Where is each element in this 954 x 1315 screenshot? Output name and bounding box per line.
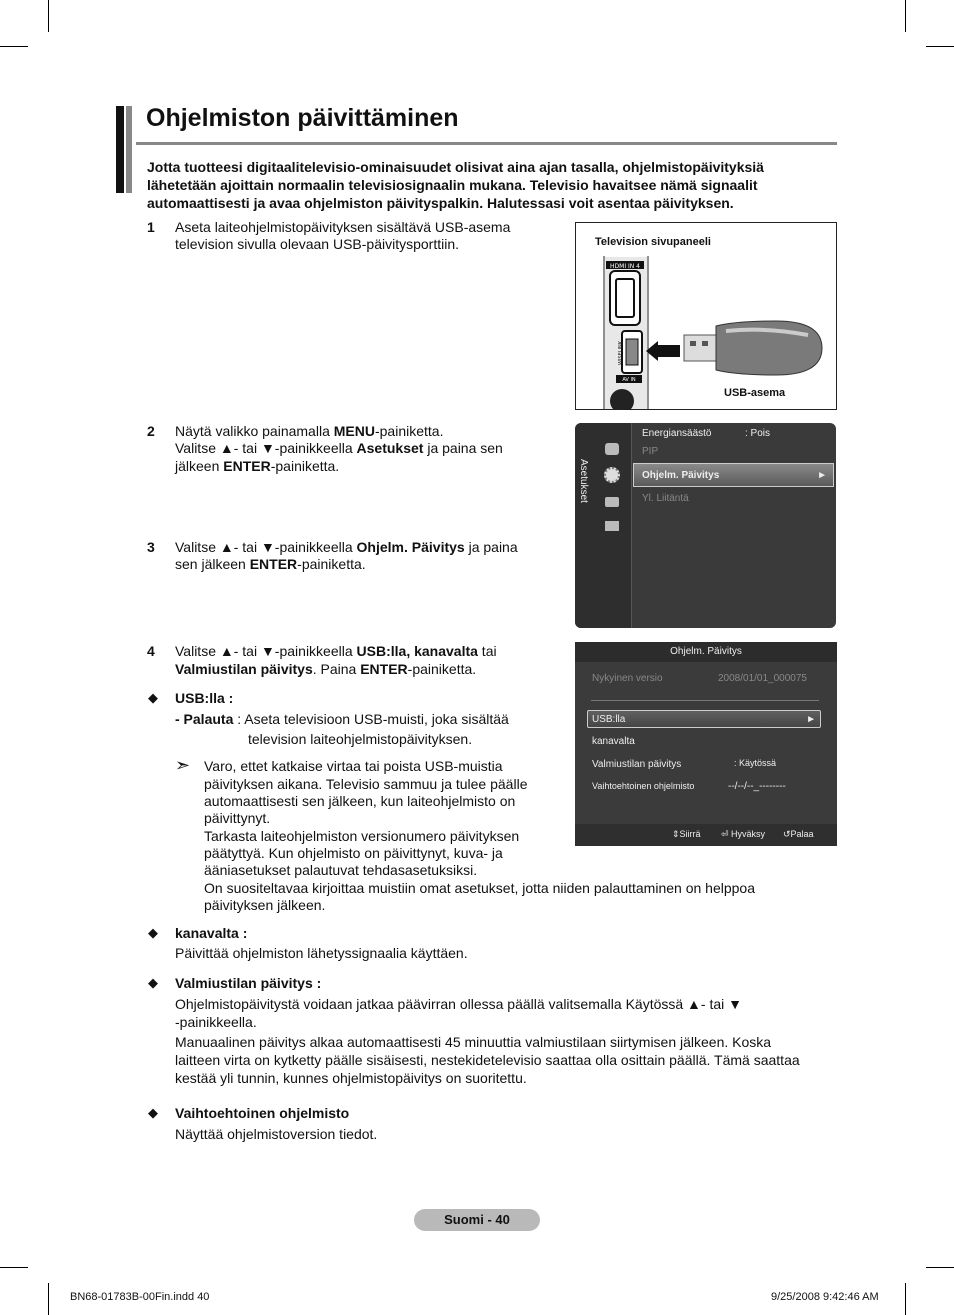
input-icon xyxy=(605,521,619,531)
menu-item-label[interactable]: Valmiustilan päivitys xyxy=(592,759,682,770)
menu-sidebar xyxy=(575,423,631,628)
step-text: Näytä valikko painamalla MENU-painiketta. xyxy=(175,423,444,439)
note-line: On suositeltavaa kirjoittaa muistiin omat asetukset, jotta niiden palauttaminen on helppoa xyxy=(204,880,755,896)
crop-mark xyxy=(926,1267,954,1268)
crop-mark xyxy=(905,1283,906,1315)
bullet-title: Vaihtoehtoinen ohjelmisto xyxy=(175,1105,350,1121)
bullet-text: Manuaalinen päivitys alkaa automaattisesti 45 minuuttia valmiustilaan siirtymisen jälkeen. Koska xyxy=(175,1034,772,1050)
nav-back-hint: ↺Palaa xyxy=(783,829,814,839)
note-arrow-icon: ➣ xyxy=(175,755,191,776)
crop-mark xyxy=(905,0,906,32)
menu-item-selected[interactable] xyxy=(633,463,834,487)
bullet-diamond-icon: ◆ xyxy=(148,1105,158,1120)
bullet-text: television laiteohjelmistopäivityksen. xyxy=(248,731,473,747)
menu-item-label[interactable]: PIP xyxy=(642,446,659,457)
note-line: Tarkasta laiteohjelmiston versionumero päivityksen xyxy=(204,828,520,844)
bullet-diamond-icon: ◆ xyxy=(148,925,158,940)
version-label: Nykyinen versio xyxy=(592,673,663,684)
menu-item-selected[interactable] xyxy=(587,710,821,728)
side-panel-illustration xyxy=(576,223,836,409)
bullet-text: - Palauta : Aseta televisioon USB-muisti, joka sisältää xyxy=(175,711,509,727)
bullet-text: Ohjelmistopäivitystä voidaan jatkaa päävirran ollessa päällä valitsemalla Käytössä ▲- tai ▼ xyxy=(175,996,742,1012)
arrow-right-icon: ► xyxy=(806,714,816,725)
bullet-text: -painikkeella. xyxy=(175,1014,257,1030)
software-update-screen xyxy=(575,642,837,846)
antenna-icon xyxy=(605,497,619,507)
note-line: Varo, ettet katkaise virtaa tai poista USB-muistia xyxy=(204,758,503,774)
crop-mark xyxy=(0,46,28,47)
title-rule xyxy=(136,142,837,145)
note-line: automaattisesti sen jälkeen, kun laiteohjelmisto on xyxy=(204,793,516,809)
step-text: Valitse ▲- tai ▼-painikkeella USB:lla, kanavalta tai xyxy=(175,643,497,659)
step-text: Aseta laiteohjelmistopäivityksen sisältävä USB-asema xyxy=(175,219,511,235)
step-text: jälkeen ENTER-painiketta. xyxy=(175,458,340,474)
title-accent-bar xyxy=(116,106,124,193)
step-number: 1 xyxy=(147,219,155,235)
gear-icon xyxy=(604,467,620,483)
menu-item-label[interactable]: Energiansäästö xyxy=(642,428,712,439)
note-line: päivityksen jälkeen. xyxy=(204,897,326,913)
return-icon: ↺ xyxy=(783,829,791,839)
nav-move-hint: ⇕Siirrä xyxy=(672,829,701,839)
step-text: Valmiustilan päivitys. Paina ENTER-painiketta. xyxy=(175,661,477,677)
updown-icon: ⇕ xyxy=(672,829,680,839)
bullet-text: Näyttää ohjelmistoversion tiedot. xyxy=(175,1126,378,1142)
step-text: Valitse ▲- tai ▼-painikkeella Ohjelm. Päivitys ja paina xyxy=(175,539,518,555)
menu-item-value: --/--/--_-------- xyxy=(728,781,786,792)
note-line: ääniasetukset palautuvat tehdasasetuksiksi. xyxy=(204,862,478,878)
page-title: Ohjelmiston päivittäminen xyxy=(146,104,459,132)
bullet-text: laitteen virta on kytketty päälle sisäisesti, nestekidetelevisio saattaa olla osittain päällä. Tämä saattaa xyxy=(175,1052,800,1068)
nav-ok-hint: ⏎ Hyväksy xyxy=(721,829,766,839)
crop-mark xyxy=(0,1267,28,1268)
bullet-title: USB:lla : xyxy=(175,690,234,706)
bullet-text: Päivittää ohjelmiston lähetyssignaalia käyttäen. xyxy=(175,945,468,961)
page-number-badge: Suomi - 40 xyxy=(414,1209,540,1231)
note-line: päivityksen aikana. Televisio sammuu ja tulee päälle xyxy=(204,776,528,792)
menu-side-label: Asetukset xyxy=(578,459,589,503)
menu-item-label[interactable]: Yl. Liitäntä xyxy=(642,493,689,504)
bullet-diamond-icon: ◆ xyxy=(148,690,158,705)
bullet-diamond-icon: ◆ xyxy=(148,975,158,990)
settings-menu-screen xyxy=(575,423,836,628)
step-number: 4 xyxy=(147,643,155,659)
note-line: päätyttyä. Kun ohjelmisto on päivittynyt, kuva- ja xyxy=(204,845,503,861)
menu-item-label: Ohjelm. Päivitys xyxy=(642,470,720,481)
note-line: päivittynyt. xyxy=(204,810,271,826)
usb-drive-label: USB-asema xyxy=(724,387,786,399)
crop-mark xyxy=(926,46,954,47)
intro-paragraph: Jotta tuotteesi digitaalitelevisio-ominaisuudet olisivat aina ajan tasalla, ohjelmistopäivityksiä lähetetään ajoittain normaalin televisiosignaalin mukana. Televisio havaitsee nämä signaalit automaattisesti ja avaa ohjelmiston päivityspalkin. Halutessasi voit asentaa päivityksen. xyxy=(147,159,764,211)
step-text: Valitse ▲- tai ▼-painikkeella Asetukset ja paina sen xyxy=(175,440,503,456)
menu-item-value: : Käytössä xyxy=(734,758,777,768)
hdmi-label: HDMI IN 4 xyxy=(610,263,640,270)
print-timestamp: 9/25/2008 9:42:46 AM xyxy=(771,1291,879,1303)
screen-title: Ohjelm. Päivitys xyxy=(670,646,742,657)
arrow-right-icon: ► xyxy=(817,470,827,481)
crop-mark xyxy=(48,1283,49,1315)
bullet-title: Valmiustilan päivitys : xyxy=(175,975,322,991)
bullet-text: kestää yli tunnin, kunnes ohjelmistopäivitys on suoritettu. xyxy=(175,1070,527,1086)
step-text: sen jälkeen ENTER-painiketta. xyxy=(175,556,366,572)
wiselink-label: WISELINK xyxy=(618,340,624,366)
menu-item-label: USB:lla xyxy=(592,714,626,725)
print-file-info: BN68-01783B-00Fin.indd 40 xyxy=(70,1291,210,1303)
menu-item-value: : Pois xyxy=(745,428,771,439)
avin-label: AV IN xyxy=(622,377,636,383)
enter-icon: ⏎ xyxy=(721,829,732,839)
menu-item-label[interactable]: kanavalta xyxy=(592,736,635,747)
bullet-title: kanavalta : xyxy=(175,925,248,941)
step-number: 2 xyxy=(147,423,155,439)
side-panel-figure xyxy=(575,222,837,410)
menu-item-label[interactable]: Vaihtoehtoinen ohjelmisto xyxy=(592,781,695,791)
crop-mark xyxy=(48,0,49,32)
title-accent-bar xyxy=(126,106,132,193)
step-text: television sivulla olevaan USB-päivitysporttiin. xyxy=(175,236,460,252)
version-value: 2008/01/01_000075 xyxy=(718,673,807,684)
step-number: 3 xyxy=(147,539,155,555)
picture-icon xyxy=(605,443,619,455)
figure-caption: Television sivupaneeli xyxy=(595,236,711,248)
